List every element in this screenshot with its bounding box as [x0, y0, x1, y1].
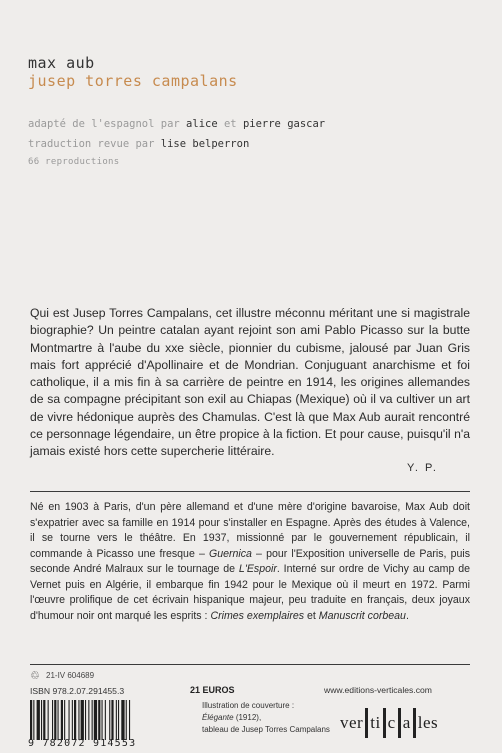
- work-crimes: Crimes exemplaires: [210, 609, 305, 622]
- barcode-bar: [94, 700, 97, 740]
- barcode-bar: [102, 700, 103, 740]
- barcode-bar: [41, 700, 42, 740]
- barcode-bar: [52, 700, 53, 740]
- publisher-website: www.editions-verticales.com: [324, 685, 432, 695]
- barcode-number: 9 782072 914553: [28, 738, 137, 749]
- barcode-bar: [111, 700, 113, 740]
- barcode-bar: [58, 700, 59, 740]
- credit-line-adaptation: adapté de l'espagnol par alice et pierre gascar: [28, 118, 326, 130]
- catalog-code: 21-IV 604689: [46, 671, 95, 680]
- barcode-bar: [74, 700, 76, 740]
- barcode-bar: [72, 700, 73, 740]
- barcode-bar: [118, 700, 119, 740]
- barcode-bar: [85, 700, 86, 740]
- barcode-bar: [92, 700, 93, 740]
- translator-1: alice: [186, 118, 218, 130]
- work-guernica: Guernica: [208, 547, 252, 560]
- work-manuscrit: Manuscrit corbeau: [318, 609, 406, 622]
- barcode-bar: [33, 700, 34, 740]
- barcode-bar: [37, 700, 40, 740]
- cover-title: Élégante: [202, 713, 234, 722]
- barcode-bar: [78, 700, 79, 740]
- work-espoir: L'Espoir: [238, 563, 277, 575]
- barcode-bar: [98, 700, 100, 740]
- blurb-initials: Y. P.: [406, 462, 438, 474]
- barcode-bar: [88, 700, 89, 740]
- credits: [28, 114, 325, 154]
- reviser: lise belperron: [160, 138, 250, 150]
- price: 21 EUROS: [190, 685, 235, 695]
- barcode-bar: [30, 700, 32, 740]
- reproductions-count: 66 reproductions: [28, 157, 120, 167]
- author-bio: Né en 1903 à Paris, d'un père allemand et d'une mère d'origine bavaroise, Max Aub doit s'expatrier avec sa famille en 1914 pour s'installer en Espagne. Après des études à Valence, il se tourne vers le théâtre. En 1937, missionné par le gouvernement républicain, il commande à Picasso une fresque – Guernica – pour l'Exposition universelle de Paris, puis seconde André Malraux sur le tournage de L'Espoir. Interné sur ordre de Vichy au camp de Vernet puis en Algérie, il embarque fin 1942 pour le Mexique où il meurt en 1972. Parmi l'œuvre prolifique de cet écrivain hispanique majeur, peu traduite en français, deux joyaux d'humour noir ont marqué les esprits : Crimes exemplaires et Manuscrit corbeau.: [30, 501, 471, 622]
- barcode-bar: [54, 700, 56, 740]
- barcode: [28, 700, 188, 740]
- publisher-logo: ver ti c a les: [340, 708, 468, 738]
- barcode-bar: [126, 700, 127, 740]
- recycle-style-icon: ♲: [30, 670, 40, 682]
- barcode-bar: [64, 700, 65, 740]
- book-title: jusep torres campalans: [28, 72, 238, 90]
- translator-2: pierre gascar: [242, 118, 326, 130]
- divider-bottom: [30, 664, 470, 665]
- barcode-bar: [48, 700, 49, 740]
- barcode-bar: [69, 700, 70, 740]
- barcode-bar: [81, 700, 84, 740]
- barcode-bar: [116, 700, 117, 740]
- blurb-paragraph: Qui est Jusep Torres Campalans, cet illustre méconnu méritant une si magistrale biographie? Un peintre catalan ayant rejoint son ami Pablo Picasso sur la butte Montmartre à l'aube du xxe siècle, pionnier du cubisme, jalousé par Juan Gris mais fort apprécié d'Apollinaire et de Mondrian. Conjuguant anarchisme et foi catholique, il a mis fin à sa carrière de peintre en 1914, les origines allemandes de sa compagne précipitant son exil au Chiapas (Mexique) où il va cultiver un art de vivre hédonique auprès des Chamulas. C'est là que Max Aub aurait rencontré ce personnage légendaire, un être propice à la fiction. Et pour cause, puisqu'il n'a jamais existé hors cette supercherie littéraire.: [30, 306, 470, 459]
- credit-line-revision: traduction revue par lise belperron: [28, 138, 250, 150]
- divider-top: [30, 491, 470, 492]
- barcode-bar: [43, 700, 45, 740]
- cover-credit: Illustration de couverture : Élégante (1912), tableau de Jusep Torres Campalans: [202, 701, 330, 734]
- barcode-bar: [109, 700, 110, 740]
- barcode-bar: [129, 700, 130, 740]
- barcode-bar: [61, 700, 63, 740]
- isbn: ISBN 978.2.07.291455.3: [30, 686, 125, 696]
- barcode-bar: [121, 700, 124, 740]
- author-name: max aub: [28, 54, 95, 72]
- barcode-bar: [105, 700, 106, 740]
